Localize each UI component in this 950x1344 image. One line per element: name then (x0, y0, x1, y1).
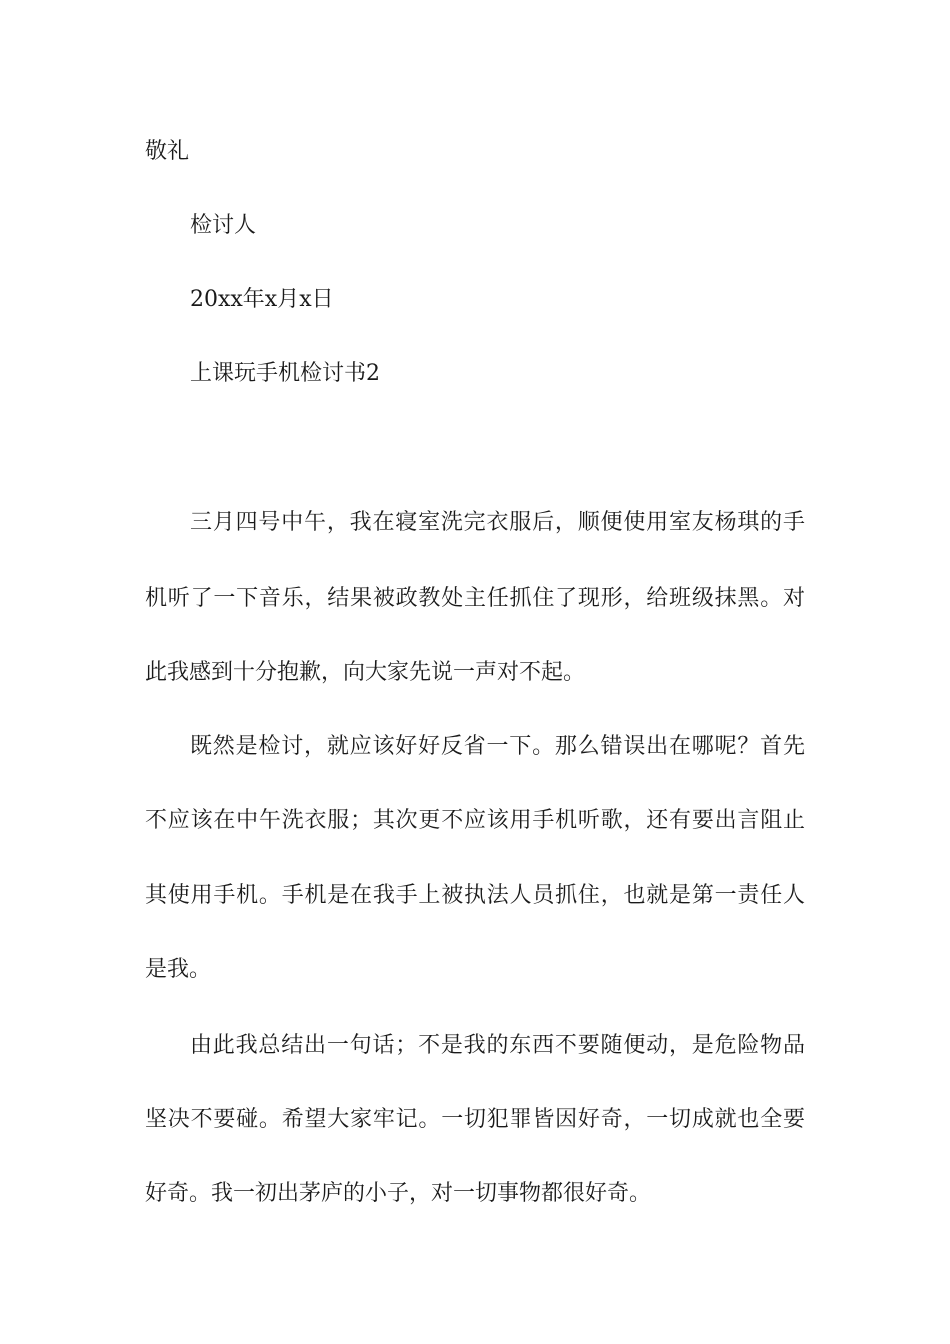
signature-date: 20xx年x月x日 (190, 287, 334, 312)
paragraph-1-line-2: 机听了一下音乐，结果被政教处主任抓住了现形，给班级抹黑。对 (145, 586, 805, 611)
paragraph-3-line-1: 由此我总结出一句话；不是我的东西不要随便动，是危险物品 (190, 1033, 805, 1058)
paragraph-3-line-3: 好奇。我一初出茅庐的小子，对一切事物都很好奇。 (145, 1181, 652, 1206)
closing-salutation: 敬礼 (145, 139, 190, 164)
paragraph-2-line-2: 不应该在中午洗衣服；其次更不应该用手机听歌，还有要出言阻止 (145, 808, 805, 833)
paragraph-2-line-1: 既然是检讨，就应该好好反省一下。那么错误出在哪呢？首先 (190, 734, 805, 759)
paragraph-1-line-1: 三月四号中午，我在寝室洗完衣服后，顺便使用室友杨琪的手 (190, 510, 805, 535)
paragraph-2-line-4: 是我。 (145, 957, 212, 982)
paragraph-1-line-3: 此我感到十分抱歉，向大家先说一声对不起。 (145, 660, 586, 685)
paragraph-3-line-2: 坚决不要碰。希望大家牢记。一切犯罪皆因好奇，一切成就也全要 (145, 1107, 805, 1132)
signer-label: 检讨人 (190, 213, 257, 238)
paragraph-2-line-3: 其使用手机。手机是在我手上被执法人员抓住，也就是第一责任人 (145, 883, 805, 908)
section-title: 上课玩手机检讨书2 (190, 361, 380, 386)
